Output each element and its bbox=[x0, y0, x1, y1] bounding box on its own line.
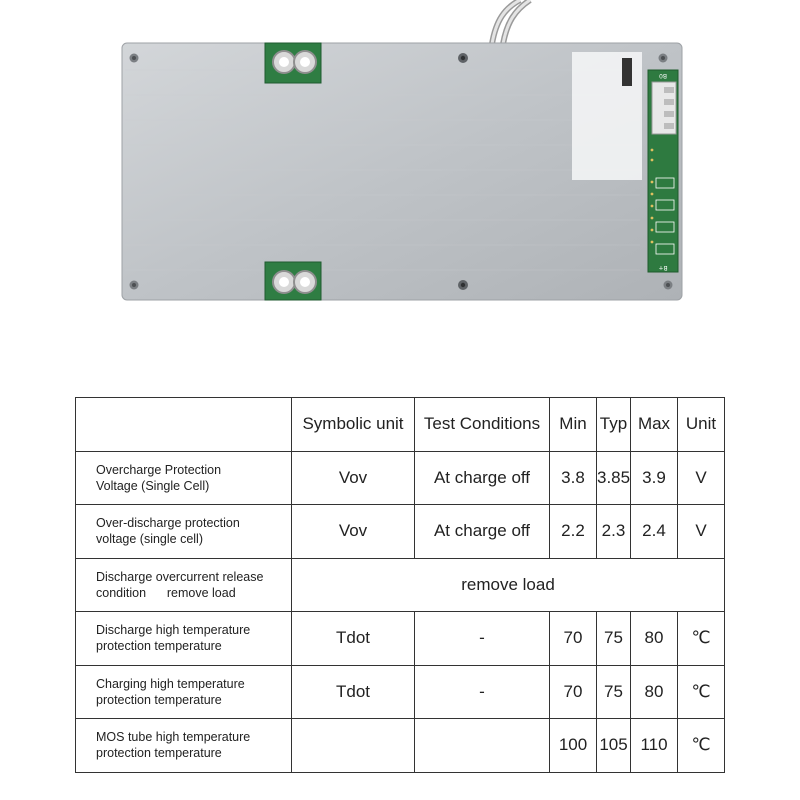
conditions-cell: At charge off bbox=[415, 451, 550, 505]
table-row bbox=[76, 558, 725, 612]
parameter-line-1: Charging high temperature bbox=[96, 676, 245, 691]
typ-cell: 2.3 bbox=[597, 505, 631, 559]
min-cell: 70 bbox=[550, 612, 597, 666]
parameter-cell bbox=[76, 451, 292, 505]
table-row bbox=[76, 505, 725, 559]
pcb-strip bbox=[648, 70, 678, 272]
min-cell: 100 bbox=[550, 719, 597, 773]
parameter-line-2: voltage (single cell) bbox=[96, 532, 203, 547]
table-row bbox=[76, 665, 725, 719]
table-row bbox=[76, 612, 725, 666]
conditions-cell: - bbox=[415, 665, 550, 719]
unit-cell: V bbox=[678, 505, 725, 559]
parameter-cell bbox=[76, 665, 292, 719]
small-component bbox=[622, 58, 632, 86]
unit-cell: ℃ bbox=[678, 719, 725, 773]
unit-cell: ℃ bbox=[678, 665, 725, 719]
min-cell: 2.2 bbox=[550, 505, 597, 559]
parameter-line-2: protection temperature bbox=[96, 639, 222, 654]
parameter-cell bbox=[76, 505, 292, 559]
parameter-cell bbox=[76, 719, 292, 773]
symbol-cell: Vov bbox=[292, 451, 415, 505]
min-cell: 3.8 bbox=[550, 451, 597, 505]
conditions-cell: - bbox=[415, 612, 550, 666]
table-row bbox=[76, 719, 725, 773]
parameter-line-2: protection temperature bbox=[96, 692, 222, 707]
terminal-bottom bbox=[265, 262, 321, 300]
merged-value-cell: remove load bbox=[292, 558, 725, 612]
header-unit: Unit bbox=[678, 398, 725, 452]
min-cell: 70 bbox=[550, 665, 597, 719]
header-symbol: Symbolic unit bbox=[292, 398, 415, 452]
header-min: Min bbox=[550, 398, 597, 452]
unit-cell: ℃ bbox=[678, 612, 725, 666]
header-conditions: Test Conditions bbox=[415, 398, 550, 452]
parameter-line-1: Discharge high temperature bbox=[96, 623, 251, 638]
typ-cell: 3.85 bbox=[597, 451, 631, 505]
max-cell: 3.9 bbox=[631, 451, 678, 505]
pcb-label-b0: B0 bbox=[659, 72, 667, 79]
bms-board-illustration bbox=[0, 0, 800, 330]
parameter-line-1: MOS tube high temperature bbox=[96, 730, 251, 745]
typ-cell: 75 bbox=[597, 612, 631, 666]
parameter-line-2: condition remove load bbox=[96, 585, 236, 600]
header-typ: Typ bbox=[597, 398, 631, 452]
table-header-row bbox=[76, 398, 725, 452]
symbol-cell: Vov bbox=[292, 505, 415, 559]
typ-cell: 105 bbox=[597, 719, 631, 773]
unit-cell: V bbox=[678, 451, 725, 505]
header-parameter bbox=[76, 398, 292, 452]
header-max: Max bbox=[631, 398, 678, 452]
parameter-cell bbox=[76, 612, 292, 666]
parameter-cell bbox=[76, 558, 292, 612]
spec-table bbox=[75, 397, 725, 773]
table-row bbox=[76, 451, 725, 505]
typ-cell: 75 bbox=[597, 665, 631, 719]
max-cell: 80 bbox=[631, 612, 678, 666]
symbol-cell: Tdot bbox=[292, 612, 415, 666]
symbol-cell bbox=[292, 719, 415, 773]
terminal-top bbox=[265, 43, 321, 83]
max-cell: 80 bbox=[631, 665, 678, 719]
pcb-label-bplus: B+ bbox=[658, 264, 668, 271]
parameter-line-2: protection temperature bbox=[96, 746, 222, 761]
product-photo bbox=[0, 0, 800, 330]
conditions-cell: At charge off bbox=[415, 505, 550, 559]
conditions-cell bbox=[415, 719, 550, 773]
parameter-line-2: Voltage (Single Cell) bbox=[96, 478, 210, 493]
cable bbox=[492, 0, 530, 44]
symbol-cell: Tdot bbox=[292, 665, 415, 719]
parameter-line-1: Discharge overcurrent release bbox=[96, 569, 264, 584]
parameter-line-1: Over-discharge protection bbox=[96, 516, 240, 531]
max-cell: 2.4 bbox=[631, 505, 678, 559]
parameter-line-1: Overcharge Protection bbox=[96, 462, 222, 477]
max-cell: 110 bbox=[631, 719, 678, 773]
